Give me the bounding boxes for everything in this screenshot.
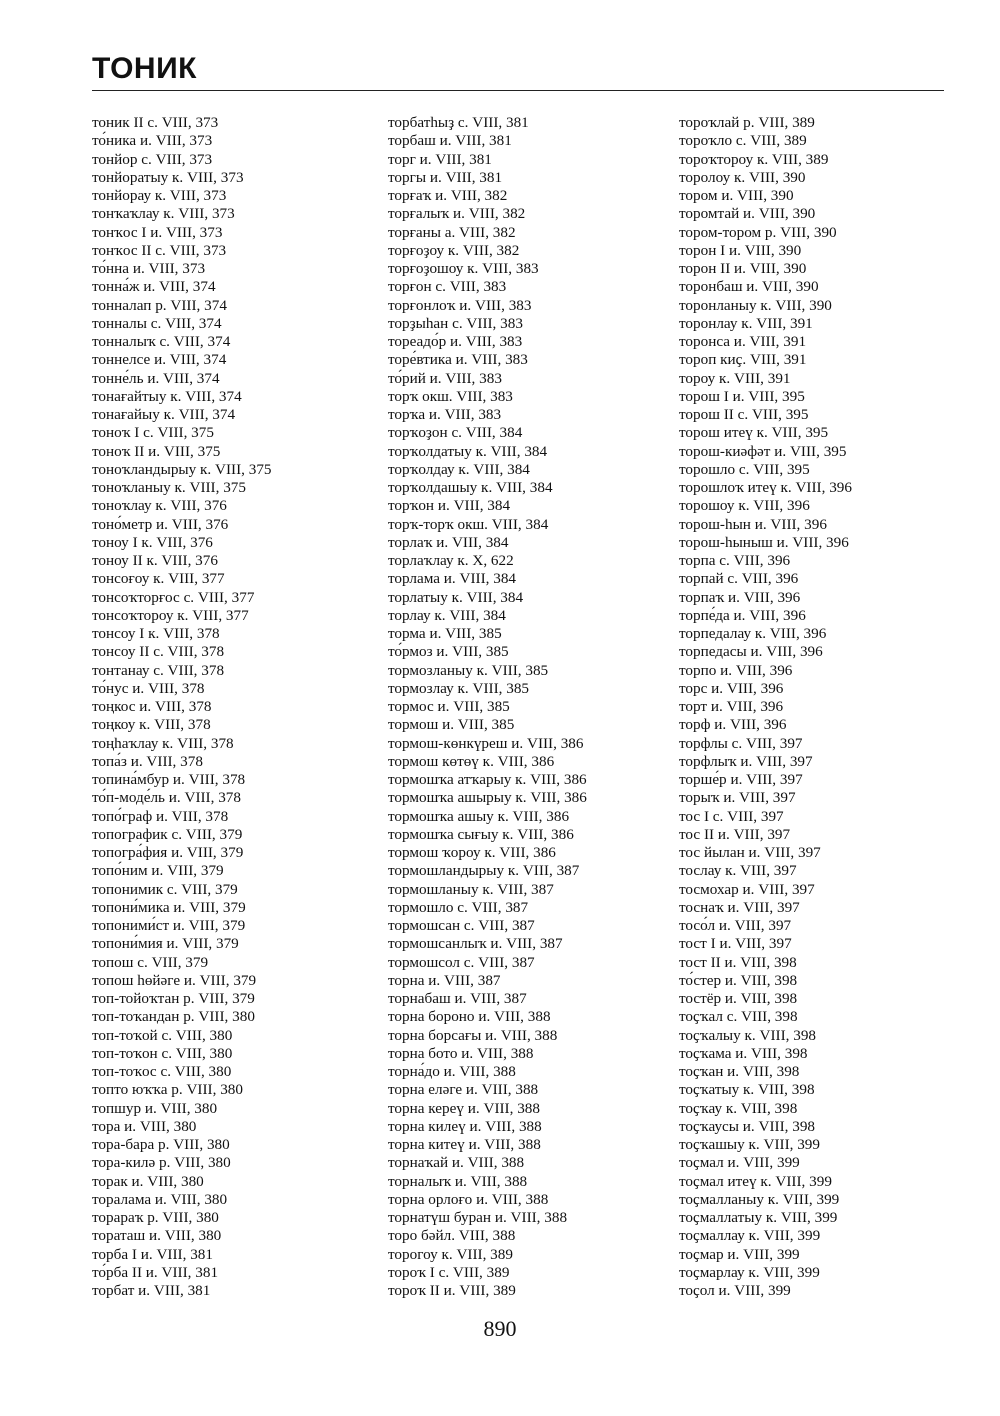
dictionary-entry: тормошҡа ашырыу к. VIII, 386 <box>388 789 587 807</box>
dictionary-entry: торлаҡ и. VIII, 384 <box>388 533 509 551</box>
dictionary-entry: торна кереү и. VIII, 388 <box>388 1099 540 1117</box>
dictionary-entry: топогра́фия и. VIII, 379 <box>92 844 244 861</box>
dictionary-entry: торғонлоҡ и. VIII, 383 <box>388 296 532 314</box>
dictionary-entry: торонланыу к. VIII, 390 <box>679 296 832 314</box>
dictionary-entry: топонимик с. VIII, 379 <box>92 880 238 898</box>
dictionary-entry: тоҫҡашыу к. VIII, 399 <box>679 1136 820 1153</box>
dictionary-entry: торпо и. VIII, 396 <box>679 661 793 679</box>
dictionary-entry: тормошҡа атҡарыу к. VIII, 386 <box>388 771 587 788</box>
dictionary-entry: тонҡаҡлау к. VIII, 373 <box>92 205 235 223</box>
dictionary-entry: тормошсол с. VIII, 387 <box>388 953 535 971</box>
dictionary-entry: торараҡ р. VIII, 380 <box>92 1209 219 1226</box>
dictionary-entry: торыҡ и. VIII, 397 <box>679 789 796 807</box>
dictionary-entry: торҡолдашыу к. VIII, 384 <box>388 479 553 496</box>
dictionary-entry: тонағайтыу к. VIII, 374 <box>92 387 242 405</box>
dictionary-entry: тоҫҡаусы и. VIII, 398 <box>679 1117 816 1135</box>
dictionary-entry: торҡон и. VIII, 384 <box>388 497 511 515</box>
dictionary-entry: тоник II с. VIII, 373 <box>92 114 219 131</box>
dictionary-entry: тоңкоу к. VIII, 378 <box>92 716 211 734</box>
dictionary-entry: тонне́ль и. VIII, 374 <box>92 369 220 387</box>
dictionary-entry: тонйоратыу к. VIII, 373 <box>92 168 244 186</box>
dictionary-entry: торгы и. VIII, 381 <box>388 168 503 186</box>
dictionary-entry: торҙыһан с. VIII, 383 <box>388 314 523 332</box>
dictionary-entry: тос II и. VIII, 397 <box>679 825 791 843</box>
dictionary-entry: торна и. VIII, 387 <box>388 971 501 989</box>
dictionary-entry: торна борсағы и. VIII, 388 <box>388 1026 558 1044</box>
dictionary-entry: тормошсан с. VIII, 387 <box>388 917 535 934</box>
dictionary-entry: топина́мбур и. VIII, 378 <box>92 771 246 788</box>
dictionary-entry: торфлыҡ и. VIII, 397 <box>679 752 813 770</box>
dictionary-entry: то́нус и. VIII, 378 <box>92 679 205 697</box>
dictionary-entry: торҡа и. VIII, 383 <box>388 406 502 423</box>
header-rule <box>92 90 944 91</box>
dictionary-entry: тоноҡландырыу к. VIII, 375 <box>92 460 272 478</box>
dictionary-entry: тоҫмалланыу к. VIII, 399 <box>679 1190 840 1208</box>
dictionary-entry: тонсоу II с. VIII, 378 <box>92 643 225 661</box>
dictionary-entry: тораташ и. VIII, 380 <box>92 1227 222 1245</box>
dictionary-entry: тоҫмал и. VIII, 399 <box>679 1154 800 1172</box>
dictionary-entry: тослау к. VIII, 397 <box>679 862 797 880</box>
dictionary-entry: топош с. VIII, 379 <box>92 953 209 971</box>
dictionary-entry: тонйор с. VIII, 373 <box>92 150 213 168</box>
dictionary-entry: торма и. VIII, 385 <box>388 625 502 642</box>
dictionary-entry: торналыҡ и. VIII, 388 <box>388 1172 528 1190</box>
dictionary-entry: торф и. VIII, 396 <box>679 716 787 734</box>
dictionary-entry: тоҫҡатыу к. VIII, 398 <box>679 1081 815 1099</box>
dictionary-entry: торолоу к. VIII, 390 <box>679 168 806 186</box>
dictionary-entry: торғаны а. VIII, 382 <box>388 223 516 241</box>
dictionary-entry: топ-тоҡандан р. VIII, 380 <box>92 1008 255 1026</box>
dictionary-entry: то́рий и. VIII, 383 <box>388 369 502 387</box>
dictionary-entry: тоҫмал итеү к. VIII, 399 <box>679 1172 832 1190</box>
dictionary-entry: тонҡос I и. VIII, 373 <box>92 223 223 241</box>
dictionary-entry: тонналап р. VIII, 374 <box>92 296 227 314</box>
dictionary-entry: торпа с. VIII, 396 <box>679 552 791 569</box>
dictionary-entry: тормош-көнкүреш и. VIII, 386 <box>388 734 584 752</box>
dictionary-entry: торош II с. VIII, 395 <box>679 406 809 423</box>
dictionary-entry: торнаҡай и. VIII, 388 <box>388 1154 525 1172</box>
dictionary-entry: тормош ҡороу к. VIII, 386 <box>388 844 556 861</box>
dictionary-entry: тормозлау к. VIII, 385 <box>388 679 530 697</box>
dictionary-entry: торг и. VIII, 381 <box>388 150 492 168</box>
dictionary-entry: тороҡ II и. VIII, 389 <box>388 1282 516 1299</box>
page-number: 890 <box>483 1316 517 1341</box>
dictionary-entry: тормош көтөү к. VIII, 386 <box>388 752 555 770</box>
dictionary-entry: тоҫмар и. VIII, 399 <box>679 1245 800 1263</box>
dictionary-entry: тороҡ I с. VIII, 389 <box>388 1263 510 1281</box>
dictionary-entry: топа́з и. VIII, 378 <box>92 752 203 770</box>
dictionary-entry: торғоҙошоу к. VIII, 383 <box>388 260 539 277</box>
dictionary-entry: торна еләге и. VIII, 388 <box>388 1081 539 1099</box>
dictionary-entry: тоноҡланыу к. VIII, 375 <box>92 479 246 496</box>
dictionary-entry: тороҡлай р. VIII, 389 <box>679 114 815 131</box>
dictionary-entry: торғаҡ и. VIII, 382 <box>388 187 508 204</box>
dictionary-entry: тоңһаҡлау к. VIII, 378 <box>92 734 234 752</box>
dictionary-entry: торош-һыныш и. VIII, 396 <box>679 533 849 551</box>
dictionary-entry: топ-тойоҡтан р. VIII, 379 <box>92 990 255 1007</box>
dictionary-entry: тормошландырыу к. VIII, 387 <box>388 862 580 880</box>
dictionary-entry: торт и. VIII, 396 <box>679 698 784 715</box>
dictionary-entry: тоҫҡал с. VIII, 398 <box>679 1008 798 1026</box>
dictionary-entry: торошло с. VIII, 395 <box>679 460 810 478</box>
dictionary-entry: торбаш и. VIII, 381 <box>388 132 512 150</box>
dictionary-entry: торлама и. VIII, 384 <box>388 570 517 588</box>
dictionary-entry: то́рба II и. VIII, 381 <box>92 1263 219 1281</box>
dictionary-entry: тореадо́р и. VIII, 383 <box>388 333 523 350</box>
dictionary-entry: торо бәйл. VIII, 388 <box>388 1227 516 1245</box>
dictionary-entry: торпай с. VIII, 396 <box>679 570 799 588</box>
dictionary-entry: торонлау к. VIII, 391 <box>679 314 813 332</box>
dictionary-entry: торон I и. VIII, 390 <box>679 241 802 259</box>
dictionary-entry: торҡ окш. VIII, 383 <box>388 387 513 405</box>
dictionary-entry: тонсоҡторғос с. VIII, 377 <box>92 588 255 606</box>
dictionary-entry: тоноҡ II и. VIII, 375 <box>92 442 221 460</box>
dictionary-entry: тоноҡлау к. VIII, 376 <box>92 497 227 515</box>
dictionary-entry: торошлоҡ итеү к. VIII, 396 <box>679 479 852 496</box>
dictionary-entry: топ-тоҡой с. VIII, 380 <box>92 1026 233 1044</box>
dictionary-entry: торбатһыҙ с. VIII, 381 <box>388 114 529 131</box>
dictionary-entry: то́нна и. VIII, 373 <box>92 260 206 277</box>
dictionary-entry: тормозланыу к. VIII, 385 <box>388 661 549 679</box>
dictionary-entry: тоно́метр и. VIII, 376 <box>92 515 229 533</box>
dictionary-entry: торна бороно и. VIII, 388 <box>388 1008 551 1026</box>
dictionary-entry: топони́мия и. VIII, 379 <box>92 935 239 953</box>
dictionary-entry: торҡолдау к. VIII, 384 <box>388 460 530 478</box>
entry-column-2 <box>388 114 587 1300</box>
dictionary-entry: тос I с. VIII, 397 <box>679 807 784 825</box>
dictionary-entry: топо́ним и. VIII, 379 <box>92 862 224 880</box>
dictionary-entry: топони́мика и. VIII, 379 <box>92 898 246 916</box>
dictionary-entry: торнатүш буран и. VIII, 388 <box>388 1209 568 1226</box>
dictionary-entry: торба I и. VIII, 381 <box>92 1245 213 1263</box>
dictionary-entry: торна килеү и. VIII, 388 <box>388 1117 542 1135</box>
dictionary-entry: торғон с. VIII, 383 <box>388 278 507 296</box>
dictionary-entry: тоҫҡама и. VIII, 398 <box>679 1044 808 1062</box>
dictionary-entry: тос йылан и. VIII, 397 <box>679 844 821 861</box>
dictionary-entry: тонтанау с. VIII, 378 <box>92 661 225 679</box>
dictionary-entry: торс и. VIII, 396 <box>679 679 784 697</box>
dictionary-entry: то́стер и. VIII, 398 <box>679 971 798 989</box>
dictionary-entry: торпе́да и. VIII, 396 <box>679 606 806 624</box>
dictionary-entry: тоноҡ I с. VIII, 375 <box>92 424 214 442</box>
dictionary-entry: тоноу I к. VIII, 376 <box>92 533 213 551</box>
dictionary-entry: тормошсанлыҡ и. VIII, 387 <box>388 935 563 953</box>
dictionary-entry: торна́до и. VIII, 388 <box>388 1063 516 1080</box>
dictionary-entry: тора и. VIII, 380 <box>92 1117 197 1135</box>
dictionary-entry: торбат и. VIII, 381 <box>92 1282 211 1299</box>
dictionary-entry: торогоу к. VIII, 389 <box>388 1245 513 1263</box>
dictionary-entry: тонҡос II с. VIII, 373 <box>92 241 227 259</box>
dictionary-entry: торлаҡлау к. X, 622 <box>388 552 514 569</box>
dictionary-entry: то́п-моде́ль и. VIII, 378 <box>92 789 241 807</box>
dictionary-entry: тонна́ж и. VIII, 374 <box>92 278 216 296</box>
dictionary-entry: тоҫҡау к. VIII, 398 <box>679 1099 798 1117</box>
dictionary-entry: тормош и. VIII, 385 <box>388 716 515 734</box>
dictionary-entry: торонбаш и. VIII, 390 <box>679 278 819 296</box>
dictionary-entry: торошоу к. VIII, 396 <box>679 497 810 515</box>
dictionary-entry: топшур и. VIII, 380 <box>92 1099 218 1117</box>
dictionary-entry: тосо́л и. VIII, 397 <box>679 917 792 934</box>
dictionary-entry: топоними́ст и. VIII, 379 <box>92 917 246 934</box>
dictionary-entry: тоңкос и. VIII, 378 <box>92 698 212 715</box>
dictionary-entry: торпаҡ и. VIII, 396 <box>679 588 801 606</box>
dictionary-entry: торғалыҡ и. VIII, 382 <box>388 205 526 223</box>
dictionary-entry: торҡолдатыу к. VIII, 384 <box>388 442 548 460</box>
dictionary-entry: торғоҙоу к. VIII, 382 <box>388 241 520 259</box>
dictionary-entry: тост I и. VIII, 397 <box>679 935 792 953</box>
dictionary-entry: тоҫмарлау к. VIII, 399 <box>679 1263 820 1281</box>
dictionary-entry: торлау к. VIII, 384 <box>388 606 506 624</box>
dictionary-entry: тосмохар и. VIII, 397 <box>679 880 815 898</box>
dictionary-entry: тонналы с. VIII, 374 <box>92 314 222 332</box>
dictionary-entry: торпедасы и. VIII, 396 <box>679 643 823 661</box>
dictionary-entry: торнабаш и. VIII, 387 <box>388 990 527 1007</box>
dictionary-entry: тоҫҡалыу к. VIII, 398 <box>679 1026 817 1044</box>
dictionary-entry: тороп киҫ. VIII, 391 <box>679 351 807 369</box>
dictionary-entry: тормошло с. VIII, 387 <box>388 898 529 916</box>
dictionary-entry: торош-һын и. VIII, 396 <box>679 515 827 533</box>
entry-column-1 <box>92 114 272 1300</box>
dictionary-entry: тормошҡа сығыу к. VIII, 386 <box>388 825 574 843</box>
dictionary-entry: торпедалау к. VIII, 396 <box>679 625 827 642</box>
dictionary-entry: тоҫмаллау к. VIII, 399 <box>679 1227 821 1245</box>
dictionary-entry: то́рмоз и. VIII, 385 <box>388 643 509 661</box>
dictionary-entry: торомтай и. VIII, 390 <box>679 205 816 223</box>
dictionary-entry: тора-килә р. VIII, 380 <box>92 1154 231 1172</box>
dictionary-entry: топош һөйәге и. VIII, 379 <box>92 971 257 989</box>
dictionary-entry: торалама и. VIII, 380 <box>92 1190 228 1208</box>
dictionary-entry: торҡоҙон с. VIII, 384 <box>388 424 523 442</box>
dictionary-entry: тостёр и. VIII, 398 <box>679 990 798 1007</box>
dictionary-entry: торлатыу к. VIII, 384 <box>388 588 524 606</box>
dictionary-entry: тора-бара р. VIII, 380 <box>92 1136 230 1153</box>
dictionary-entry: торфлы с. VIII, 397 <box>679 734 803 752</box>
dictionary-entry: тоҫҡан и. VIII, 398 <box>679 1063 800 1080</box>
dictionary-entry: тоҫол и. VIII, 399 <box>679 1282 791 1299</box>
dictionary-entry: торон II и. VIII, 390 <box>679 260 807 277</box>
dictionary-entry: тором и. VIII, 390 <box>679 187 794 204</box>
dictionary-entry: торош-киәфәт и. VIII, 395 <box>679 442 847 460</box>
dictionary-entry: тормос и. VIII, 385 <box>388 698 510 715</box>
dictionary-entry: тормошҡа ашыу к. VIII, 386 <box>388 807 570 825</box>
dictionary-entry: торош I и. VIII, 395 <box>679 387 805 405</box>
dictionary-entry: тоснаҡ и. VIII, 397 <box>679 898 800 916</box>
dictionary-entry: топ-тоҡос с. VIII, 380 <box>92 1063 232 1080</box>
dictionary-entry: торше́р и. VIII, 397 <box>679 771 803 788</box>
dictionary-entry: тороҡтороу к. VIII, 389 <box>679 150 829 168</box>
dictionary-entry: тором-тором р. VIII, 390 <box>679 223 837 241</box>
dictionary-entry: тороҡло с. VIII, 389 <box>679 132 807 150</box>
dictionary-entry: тонналыҡ с. VIII, 374 <box>92 333 231 350</box>
dictionary-entry: тоннелсе и. VIII, 374 <box>92 351 227 369</box>
dictionary-entry: тоноу II к. VIII, 376 <box>92 552 218 569</box>
dictionary-entry: тост II и. VIII, 398 <box>679 953 797 971</box>
dictionary-entry: тормошланыу к. VIII, 387 <box>388 880 554 898</box>
dictionary-entry: топто юҡҡа р. VIII, 380 <box>92 1081 243 1099</box>
dictionary-entry: тороу к. VIII, 391 <box>679 369 791 387</box>
dictionary-entry: торна бото и. VIII, 388 <box>388 1044 534 1062</box>
dictionary-entry: торна орлоғо и. VIII, 388 <box>388 1190 549 1208</box>
dictionary-entry: тонсоу I к. VIII, 378 <box>92 625 220 642</box>
dictionary-entry: торонса и. VIII, 391 <box>679 333 807 350</box>
dictionary-entry: то́ника и. VIII, 373 <box>92 132 213 150</box>
dictionary-entry: торак и. VIII, 380 <box>92 1172 204 1190</box>
dictionary-entry: торна китеү и. VIII, 388 <box>388 1136 541 1153</box>
dictionary-entry: торош итеү к. VIII, 395 <box>679 424 829 442</box>
dictionary-entry: топ-тоҡон с. VIII, 380 <box>92 1044 233 1062</box>
dictionary-entry: тоҫмаллатыу к. VIII, 399 <box>679 1209 838 1226</box>
entry-column-3 <box>679 114 852 1300</box>
dictionary-entry: тонағайыу к. VIII, 374 <box>92 406 236 423</box>
dictionary-entry: торҡ-торҡ окш. VIII, 384 <box>388 515 549 533</box>
dictionary-entry: тонсоҡтороу к. VIII, 377 <box>92 606 249 624</box>
dictionary-entry: тонйорау к. VIII, 373 <box>92 187 227 204</box>
dictionary-entry: торе́втика и. VIII, 383 <box>388 351 528 369</box>
dictionary-entry: топо́граф и. VIII, 378 <box>92 807 229 825</box>
dictionary-entry: топографик с. VIII, 379 <box>92 825 243 843</box>
running-head: ТОНИК <box>92 52 197 85</box>
dictionary-entry: тонсоғоу к. VIII, 377 <box>92 570 225 588</box>
